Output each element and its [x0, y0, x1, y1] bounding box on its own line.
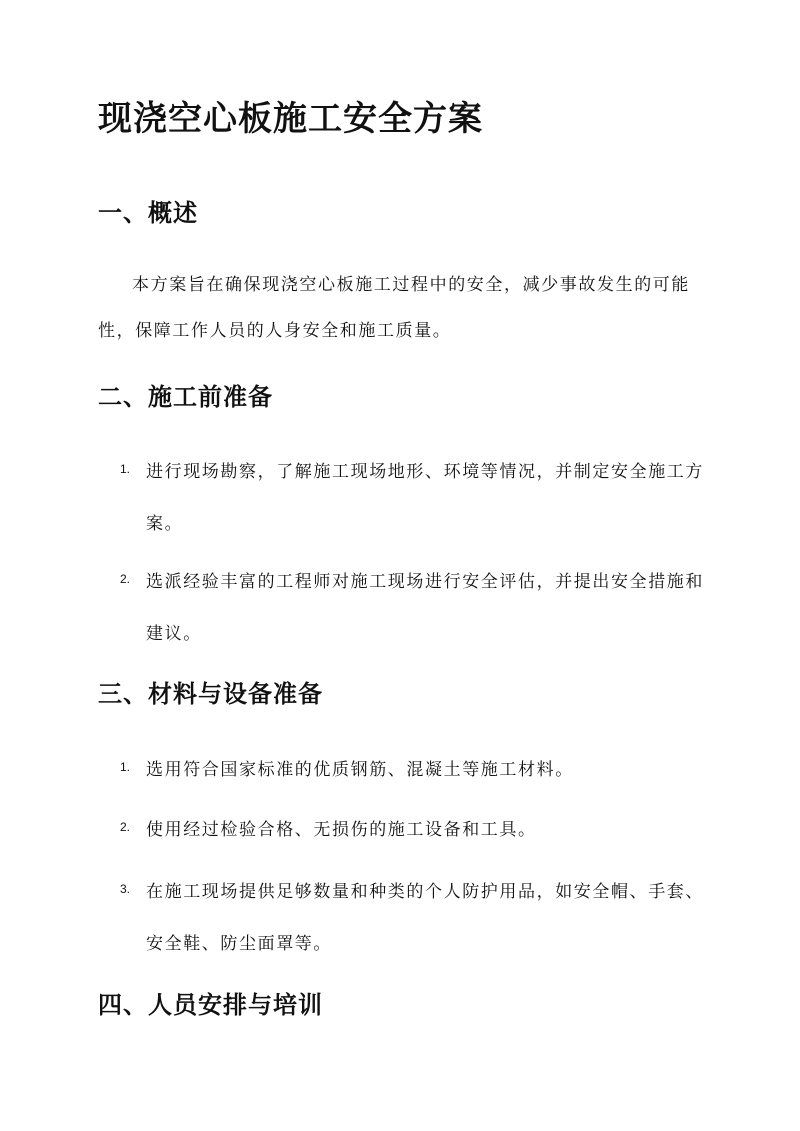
list-item — [98, 446, 708, 550]
section-heading-personnel: 四、人员安排与培训 — [98, 990, 323, 1019]
list-text: 在施工现场提供足够数量和种类的个人防护用品，如安全帽、手套、安全鞋、防尘面罩等。 — [146, 882, 704, 954]
list-number: 3. — [120, 882, 131, 896]
list-item — [98, 866, 708, 970]
list-item — [98, 556, 708, 660]
section-heading-preparation: 二、施工前准备 — [98, 382, 273, 411]
section-heading-materials: 三、材料与设备准备 — [98, 679, 323, 708]
list-text: 使用经过检验合格、无损伤的施工设备和工具。 — [146, 820, 537, 840]
list-text: 选用符合国家标准的优质钢筋、混凝土等施工材料。 — [146, 760, 574, 780]
section-heading-overview: 一、概述 — [98, 198, 198, 227]
list-number: 2. — [120, 572, 131, 586]
list-number: 2. — [120, 820, 131, 834]
overview-paragraph: 本方案旨在确保现浇空心板施工过程中的安全，减少事故发生的可能性，保障工作人员的人身安全和施工质量。 — [98, 275, 690, 341]
document-title: 现浇空心板施工安全方案 — [98, 99, 483, 139]
list-text: 选派经验丰富的工程师对施工现场进行安全评估，并提出安全措施和建议。 — [146, 572, 704, 644]
list-item — [98, 804, 708, 856]
list-text: 进行现场勘察，了解施工现场地形、环境等情况，并制定安全施工方案。 — [146, 462, 704, 534]
list-item — [98, 744, 708, 796]
list-number: 1. — [120, 462, 131, 476]
list-number: 1. — [120, 760, 131, 774]
